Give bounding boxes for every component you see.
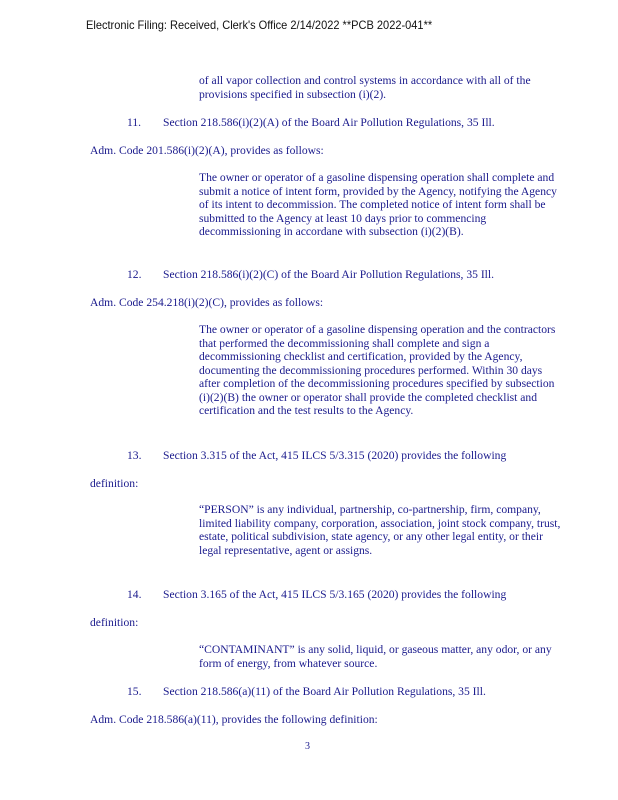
paragraph-14-continuation: definition:	[90, 616, 139, 629]
paragraph-13-continuation: definition:	[90, 477, 139, 490]
quote-contaminant-definition: “CONTAMINANT” is any solid, liquid, or gaseous matter, any odor, or any form of energy, from whatever source.	[199, 643, 552, 670]
electronic-filing-header: Electronic Filing: Received, Clerk's Office 2/14/2022 **PCB 2022-041**	[86, 18, 433, 32]
paragraph-number: 14.	[127, 588, 142, 601]
paragraph-text: Section 218.586(i)(2)(A) of the Board Air Pollution Regulations, 35 Ill.	[163, 116, 495, 129]
paragraph-text: Section 218.586(i)(2)(C) of the Board Air Pollution Regulations, 35 Ill.	[163, 268, 495, 281]
paragraph-11-continuation: Adm. Code 201.586(i)(2)(A), provides as follows:	[90, 144, 324, 157]
paragraph-text: Section 218.586(a)(11) of the Board Air Pollution Regulations, 35 Ill.	[163, 685, 486, 698]
paragraph-text: Section 3.165 of the Act, 415 ILCS 5/3.165 (2020) provides the following	[163, 588, 507, 601]
quote-person-definition: “PERSON” is any individual, partnership, co-partnership, firm, company, limited liability company, corporation, association, joint stock company, trust, estate, political subdivision, state agency, or any other legal entity, or their legal representative, agent or assigns.	[199, 503, 561, 557]
quote-decommissioning-checklist: The owner or operator of a gasoline dispensing operation and the contractors that performed the decommissioning shall complete and sign a decommissioning checklist and certification, provided by the Agency, documenting the decommissioning procedures performed. Within 30 days after completion of the decommissioning procedures specified by subsection (i)(2)(B) the owner or operator shall provide the completed checklist and certification and the test results to the Agency.	[199, 323, 556, 417]
paragraph-12-continuation: Adm. Code 254.218(i)(2)(C), provides as follows:	[90, 296, 324, 309]
quote-vapor-collection: of all vapor collection and control systems in accordance with all of the provisions specified in subsection (i)(2).	[199, 74, 531, 101]
quote-notice-of-intent: The owner or operator of a gasoline dispensing operation shall complete and submit a notice of intent form, provided by the Agency, notifying the Agency of its intent to decommission. The completed notice of intent form shall be submitted to the Agency at least 10 days prior to commencing decommissioning in accordane with subsection (i)(2)(B).	[199, 171, 557, 238]
paragraph-number: 13.	[127, 449, 142, 462]
paragraph-number: 12.	[127, 268, 142, 281]
page-number: 3	[305, 741, 310, 752]
paragraph-number: 15.	[127, 685, 142, 698]
paragraph-number: 11.	[127, 116, 142, 129]
paragraph-text: Section 3.315 of the Act, 415 ILCS 5/3.315 (2020) provides the following	[163, 449, 507, 462]
paragraph-15-continuation: Adm. Code 218.586(a)(11), provides the following definition:	[90, 713, 378, 726]
